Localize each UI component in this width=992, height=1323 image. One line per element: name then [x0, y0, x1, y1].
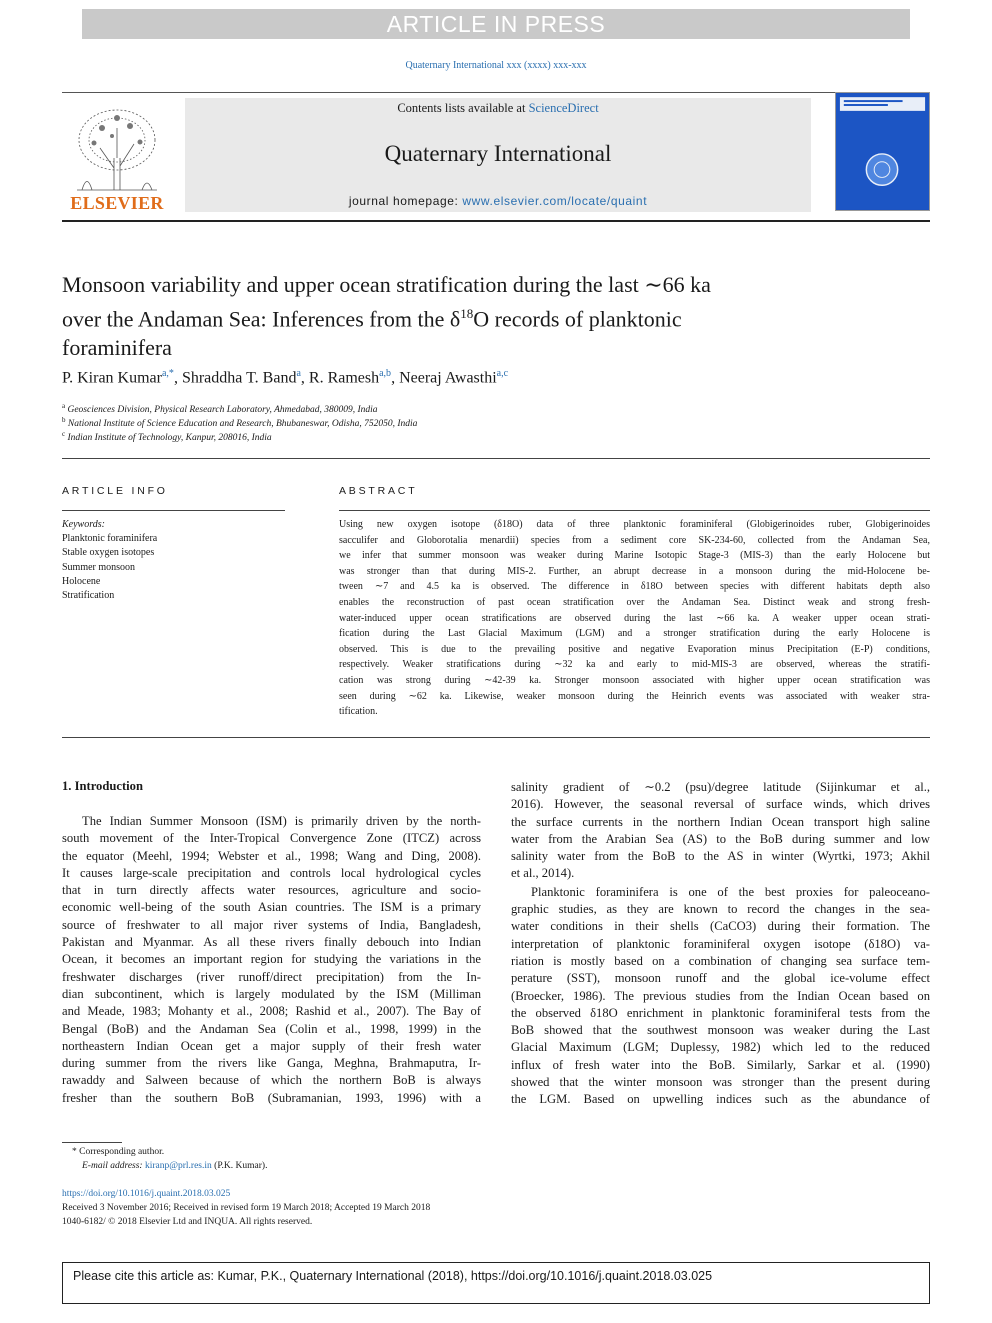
body-line: water conditions in their shells (CaCO3) during their formation. The [511, 919, 930, 934]
body-line: and Meade, 1983; Mohanty et al., 2008; Rashid et al., 2007). The Bay of [62, 1004, 481, 1019]
keyword-item: Summer monsoon [62, 562, 136, 573]
abstract-line: sacculifer and Globorotalia menardii) species from a sediment core SK-234-60, collected from the Andaman Sea, [339, 534, 930, 546]
author-name[interactable]: Neeraj Awasthi [399, 369, 497, 387]
body-line: (Broecker, 1986). The previous studies from the Indian Ocean based on [511, 988, 930, 1003]
author-affil-marker[interactable]: a,b [379, 368, 392, 379]
abstract-line: tween ∼7 and 4.5 ka is observed. The difference in δ18O between species with different habitats depth also [339, 581, 930, 593]
author-affil-marker[interactable]: a,c [496, 368, 509, 379]
affiliation: $^a$ Geosciences Division, Physical Research Laboratory, Ahmedabad, 380009, India [62, 402, 378, 416]
body-line: the equator (Meehl, 1994; Webster et al., 1998; Wang and Ding, 2008). [62, 848, 481, 863]
doi-line [62, 1189, 230, 1199]
author-name[interactable]: P. Kiran Kumar [62, 369, 162, 387]
journal-cover-image[interactable] [835, 92, 930, 211]
abstract-line: we infer that summer monsoon was weaker during Marine Isotopic Stage-3 (MIS-3) than the early Holocene but [339, 550, 930, 562]
body-line: influx of fresh water into the BoB. Similarly, Sarkar et al. (1990) [511, 1057, 930, 1072]
body-line: the observed δ18O enrichment in planktonic foraminiferal tests from the [511, 1005, 930, 1020]
doi-link[interactable]: https://doi.org/10.1016/j.quaint.2018.03.025 [62, 1189, 231, 1199]
article-info-heading: ARTICLE INFO [62, 485, 168, 497]
header-bottom-rule [62, 220, 930, 222]
section-divider [62, 737, 930, 738]
email-link[interactable]: kiranp@prl.res.in [144, 1161, 212, 1171]
body-line: that in turn directly affects water resources, agriculture and socio- [62, 883, 481, 898]
abstract-line: was stronger than that during MIS-2. Further, an abrupt decrease in a monsoon during the mid-Holocene be- [339, 565, 930, 577]
email-note: E-mail address: kiranp@prl.res.in (P.K. Kumar). [82, 1161, 268, 1171]
sciencedirect-link[interactable]: ScienceDirect [528, 101, 599, 115]
body-line: salinity water from the BoB to the AS in winter (Wyrtki, 1973; Akhil [511, 849, 930, 864]
abstract-line: seen during ∼62 ka. Likewise, weaker monsoon during the Heinrich events was associated with weaker stra- [339, 690, 930, 702]
body-line: water from the Arabian Sea (AS) to the BoB during summer and low [511, 831, 930, 846]
body-line: BoB showed that the southwest monsoon was weaker during the Last [511, 1023, 930, 1038]
body-line: south movement of the Inter-Tropical Convergence Zone (ITCZ) across [62, 831, 481, 846]
body-line: 2016). However, the seasonal reversal of surface winds, which drives [511, 797, 930, 812]
body-line: the surface currents in the northern Indian Ocean transport high saline [511, 814, 930, 829]
body-line: perature (SST), monsoon runoff and the global ice-volume effect [511, 971, 930, 986]
body-line: graphic studies, as they are known to record the changes in the sea- [511, 902, 930, 917]
author-list: P. Kiran Kumar$^{a,*}$, Shraddha T. Band$^a$, R. Ramesh$^{a,b}$, Neeraj Awasthi$^{a,c}$ [62, 368, 509, 387]
header-top-rule [62, 92, 930, 93]
body-line: dian subcontinent, which is largely modulated by the ISM (Milliman [62, 986, 481, 1001]
copyright-line: 1040-6182/ © 2018 Elsevier Ltd and INQUA. All rights reserved. [62, 1217, 313, 1227]
affiliation: $^b$ National Institute of Science Education and Research, Bhubaneswar, Odisha, 752050, India [62, 416, 418, 430]
section-divider [62, 458, 930, 459]
journal-reference [0, 60, 992, 71]
abstract-line: enables the reconstruction of past ocean stratification over the Andaman Sea. Distinct weak and strong fresh- [339, 596, 930, 608]
article-title: Monsoon variability and upper ocean stratification during the last ∼66 ka over the Andaman Sea: Inferences from the $\delta^{18}O$ records of planktonic foraminifera [62, 272, 711, 361]
body-line: Pakistan and Myanmar. As all these rivers finally debouch into Indian [62, 935, 481, 950]
abstract-heading: ABSTRACT [339, 485, 418, 497]
abstract-rule [339, 510, 930, 511]
body-column-left [62, 813, 481, 1107]
journal-reference-link[interactable]: Quaternary International xxx (xxxx) xxx-xxx [405, 60, 587, 71]
keyword-item: Holocene [62, 576, 101, 587]
body-line: fresher than the southern BoB (Subramanian, 1993, 1996) with a [62, 1090, 481, 1105]
body-column-right [511, 779, 930, 1109]
body-line: Bengal (BoB) and the Andaman Sea (Colin et al., 1998, 1999) in the [62, 1021, 481, 1036]
keywords-label: Keywords: [62, 519, 105, 530]
body-line: It causes large-scale precipitation and controls local hydrological cycles [62, 865, 481, 880]
article-in-press-banner: ARTICLE IN PRESS [82, 9, 910, 39]
author-affil-marker[interactable]: a [296, 368, 301, 379]
abstract-line: respectively. Weaker stratifications during ∼32 ka and early to mid-MIS-3 are observed, whereas the stratifi- [339, 659, 930, 671]
body-line: showed that the winter monsoon was stronger than the present during [511, 1075, 930, 1090]
abstract-line: observed. This is due to the prevailing positive and negative Evaporation minus Precipitation (E-P) conditions, [339, 643, 930, 655]
journal-homepage: journal homepage: www.elsevier.com/locate/quaint [348, 194, 648, 208]
section-heading-introduction: 1. Introduction [62, 779, 143, 793]
author-name[interactable]: Shraddha T. Band [181, 369, 297, 387]
author-name[interactable]: R. Ramesh [308, 369, 380, 387]
footnote-rule [62, 1142, 122, 1143]
abstract-line: water-induced upper ocean stratifications are observed during the last ∼66 ka. A weaker upper ocean strati- [339, 612, 930, 624]
received-dates: Received 3 November 2016; Received in revised form 19 March 2018; Accepted 19 March 2018 [62, 1203, 431, 1213]
body-line: economic well-being of the south Asian countries. The ISM is a primary [62, 900, 481, 915]
article-info-rule [62, 510, 285, 511]
body-line: northeastern Indian Ocean get a major supply of their fresh water [62, 1038, 481, 1053]
body-line: et al., 2014). [511, 866, 575, 881]
affiliation: $^c$ Indian Institute of Technology, Kanpur, 208016, India [62, 430, 272, 444]
abstract-line: tification. [339, 706, 378, 718]
homepage-link[interactable]: www.elsevier.com/locate/quaint [462, 194, 648, 208]
corresponding-author-note: * Corresponding author. [72, 1147, 165, 1157]
abstract-body [339, 517, 930, 720]
keyword-item: Stratification [62, 590, 115, 601]
body-line: riation is mostly based on a combination of changing sea surface tem- [511, 953, 930, 968]
author-affil-marker[interactable]: a,* [161, 368, 174, 379]
keyword-item: Stable oxygen isotopes [62, 547, 155, 558]
body-line: interpretation of planktonic foraminiferal oxygen isotope (δ18O) va- [511, 936, 930, 951]
body-line: source of freshwater to all major river systems of India, Bangladesh, [62, 917, 481, 932]
body-line: The Indian Summer Monsoon (ISM) is primarily driven by the north- [82, 814, 481, 828]
abstract-line: cation was strong during ∼42-39 ka. Stronger monsoon associated with higher upper ocean stratification was [339, 674, 930, 686]
body-line: Glacial Maximum (LGM; Duplessy, 1982) which led to the reduced [511, 1040, 930, 1055]
publisher-wordmark: ELSEVIER [70, 193, 164, 213]
body-line: rawaddy and Salween because of which the northern BoB is always [62, 1073, 481, 1088]
keyword-item: Planktonic foraminifera [62, 533, 158, 544]
body-line: the LGM. Based on upwelling indices such as the abundance of [511, 1092, 930, 1107]
citation-box: Please cite this article as: Kumar, P.K., Quaternary International (2018), https://doi.org/10.1016/j.quaint.2018.03.025 [62, 1262, 930, 1304]
abstract-line: fication during the Last Glacial Maximum (LGM) and a stronger stratification during the early Holocene is [339, 628, 930, 640]
body-line: Planktonic foraminifera is one of the best proxies for paleoceano- [531, 884, 930, 899]
body-line: freshwater discharges (river runoff/direct precipitation) from the In- [62, 969, 481, 984]
body-line: Ocean, it becomes an important region for studying the variations in the [62, 952, 481, 967]
contents-line: Contents lists available at ScienceDirect [397, 101, 599, 115]
body-line: during summer from the rivers like Ganga, Meghna, Brahmaputra, Ir- [62, 1056, 481, 1071]
abstract-line: Using new oxygen isotope (δ18O) data of three planktonic foraminiferal (Globigerinoides ruber, Globigerinoides [339, 519, 930, 530]
body-line: salinity gradient of ∼0.2 (psu)/degree latitude (Sijinkumar et al., [511, 780, 930, 794]
journal-title: Quaternary International [384, 141, 612, 166]
